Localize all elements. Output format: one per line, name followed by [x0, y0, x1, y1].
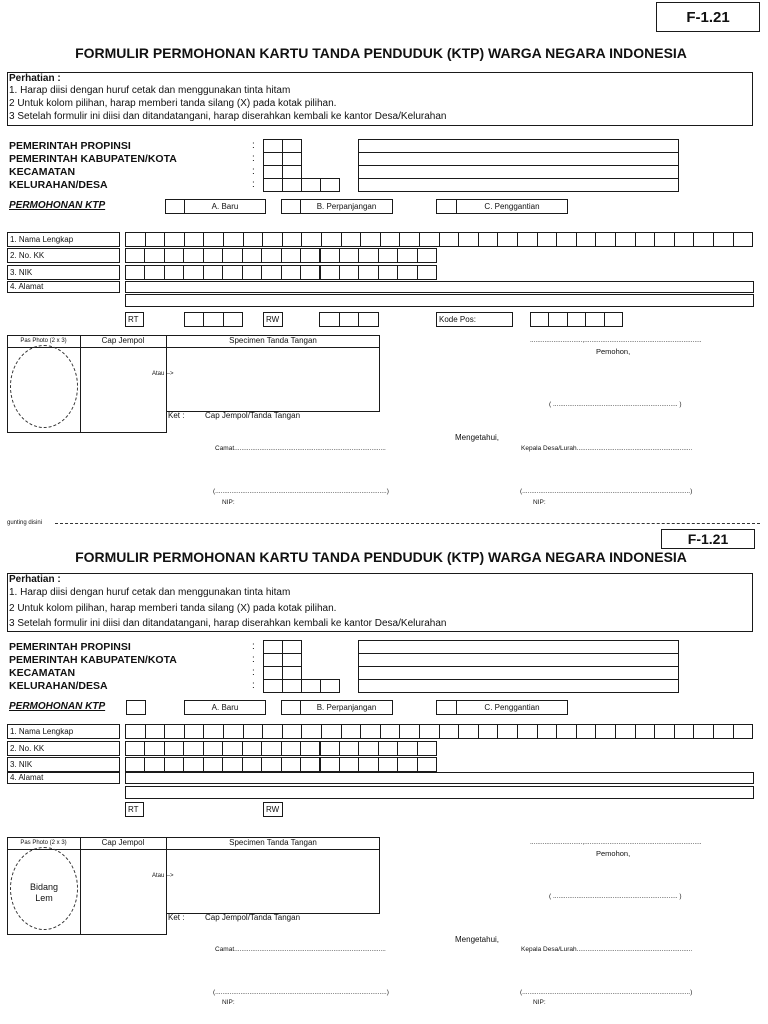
application-baru-label: A. Baru	[184, 199, 266, 214]
region-code-cell[interactable]	[320, 679, 340, 693]
name-char-cell[interactable]	[184, 724, 205, 739]
village-head-line: Kepala Desa/Lurah................................................................	[521, 445, 693, 452]
region-code-cell[interactable]	[301, 178, 321, 192]
nik-digit-cell[interactable]	[300, 265, 320, 280]
name-char-cell[interactable]	[341, 724, 362, 739]
rt-digit-cell[interactable]	[223, 312, 243, 327]
name-char-cell[interactable]	[439, 232, 460, 247]
name-char-cell[interactable]	[576, 232, 597, 247]
name-char-cell[interactable]	[733, 232, 754, 247]
region-name-field[interactable]	[358, 640, 679, 654]
region-code-cell[interactable]	[282, 178, 302, 192]
postal-code-cell[interactable]	[548, 312, 567, 327]
nik-digit-cell[interactable]	[125, 757, 145, 772]
form-title: FORMULIR PERMOHONAN KARTU TANDA PENDUDUK (KTP) WARGA NEGARA INDONESIA	[75, 549, 687, 565]
address-line-2[interactable]	[125, 786, 754, 799]
name-char-cell[interactable]	[537, 724, 558, 739]
signature-label: Specimen Tanda Tangan	[229, 838, 317, 847]
name-char-cell[interactable]	[517, 724, 538, 739]
rt-label: RT	[125, 802, 144, 817]
rw-digit-cell[interactable]	[339, 312, 360, 327]
or-arrow-note: Atau -->	[152, 371, 174, 377]
notice-item: 2 Untuk kolom pilihan, harap memberi tanda silang (X) pada kotak pilihan.	[9, 603, 337, 614]
address-line-1[interactable]	[125, 281, 754, 293]
kk-digit-cell[interactable]	[300, 741, 320, 756]
name-char-cell[interactable]	[537, 232, 558, 247]
name-char-cell[interactable]	[262, 724, 283, 739]
name-char-cell[interactable]	[478, 232, 499, 247]
name-char-cell[interactable]	[654, 232, 675, 247]
region-code-cell[interactable]	[282, 653, 302, 667]
nik-digit-cell[interactable]	[358, 757, 378, 772]
name-char-cell[interactable]	[125, 724, 146, 739]
name-char-cell[interactable]	[360, 232, 381, 247]
name-char-cell[interactable]	[458, 232, 479, 247]
postal-code-cell[interactable]	[585, 312, 604, 327]
nik-digit-cell[interactable]	[261, 265, 281, 280]
name-char-cell[interactable]	[733, 724, 754, 739]
name-char-cell[interactable]	[576, 724, 597, 739]
region-code-cell[interactable]	[263, 165, 283, 179]
nik-digit-cell[interactable]	[320, 757, 340, 772]
region-label: KELURAHAN/DESA	[9, 680, 108, 692]
name-char-cell[interactable]	[145, 232, 166, 247]
camat-nip: NIP:	[222, 499, 235, 506]
kk-digit-cell[interactable]	[417, 248, 437, 263]
region-code-cell[interactable]	[282, 152, 302, 166]
rw-label: RW	[263, 802, 283, 817]
photo-glue-area	[10, 345, 78, 428]
name-char-cell[interactable]	[164, 724, 185, 739]
application-baru-checkbox[interactable]	[165, 199, 185, 214]
camat-nip: NIP:	[222, 999, 235, 1006]
form-title: FORMULIR PERMOHONAN KARTU TANDA PENDUDUK (KTP) WARGA NEGARA INDONESIA	[75, 45, 687, 61]
name-char-cell[interactable]	[184, 232, 205, 247]
region-name-field[interactable]	[358, 666, 679, 680]
region-code-cell[interactable]	[263, 152, 283, 166]
region-label: PEMERINTAH PROPINSI	[9, 140, 131, 152]
kk-digit-cell[interactable]	[417, 741, 437, 756]
cut-line	[0, 516, 768, 527]
rt-label: RT	[125, 312, 144, 327]
region-colon: :	[252, 667, 255, 678]
photo-divider	[80, 335, 81, 433]
village-head-line: Kepala Desa/Lurah................................................................	[521, 946, 693, 953]
kk-digit-cell[interactable]	[203, 248, 223, 263]
name-char-cell[interactable]	[595, 232, 616, 247]
glue-area-text: Bidang	[29, 882, 59, 892]
signature-label: Specimen Tanda Tangan	[229, 336, 317, 345]
name-char-cell[interactable]	[282, 724, 303, 739]
village-head-name-line: (.............................................................................................)	[520, 989, 693, 996]
nik-digit-cell[interactable]	[222, 265, 242, 280]
notice-item: 1. Harap diisi dengan huruf cetak dan menggunakan tinta hitam	[9, 587, 291, 598]
nik-digit-cell[interactable]	[378, 265, 398, 280]
kk-digit-cell[interactable]	[397, 248, 417, 263]
field-label-address: 4. Alamat	[7, 281, 120, 293]
region-code-cell[interactable]	[301, 679, 321, 693]
thumbprint-label: Cap Jempol	[101, 838, 145, 847]
name-char-cell[interactable]	[713, 232, 734, 247]
nik-digit-cell[interactable]	[164, 757, 184, 772]
name-char-cell[interactable]	[674, 232, 695, 247]
kk-digit-cell[interactable]	[164, 248, 184, 263]
region-label: PEMERINTAH KABUPATEN/KOTA	[9, 654, 177, 666]
camat-line: Camat....................................................................................	[215, 946, 386, 953]
nik-digit-cell[interactable]	[144, 757, 164, 772]
rt-digit-cell[interactable]	[203, 312, 223, 327]
name-char-cell[interactable]	[556, 232, 577, 247]
field-label-nik: 3. NIK	[7, 757, 120, 772]
header-divider	[7, 849, 380, 850]
place-date-line: .............................,.................................................................	[530, 839, 702, 846]
nik-digit-cell[interactable]	[125, 265, 145, 280]
kk-digit-cell[interactable]	[125, 741, 145, 756]
name-char-cell[interactable]	[497, 724, 518, 739]
rt-digit-cell[interactable]	[184, 312, 204, 327]
village-head-nip: NIP:	[533, 499, 546, 506]
ket-label: Ket :	[168, 913, 185, 922]
nik-digit-cell[interactable]	[339, 757, 359, 772]
name-char-cell[interactable]	[125, 232, 146, 247]
name-char-cell[interactable]	[301, 724, 322, 739]
village-head-name-line: (.............................................................................................)	[520, 488, 693, 495]
name-char-cell[interactable]	[145, 724, 166, 739]
name-char-cell[interactable]	[321, 724, 342, 739]
region-colon: :	[252, 166, 255, 177]
kk-digit-cell[interactable]	[222, 741, 242, 756]
region-code-cell[interactable]	[263, 139, 283, 153]
notice-item: 1. Harap diisi dengan huruf cetak dan menggunakan tinta hitam	[9, 85, 291, 96]
nik-digit-cell[interactable]	[261, 757, 281, 772]
kk-digit-cell[interactable]	[358, 248, 378, 263]
region-code-cell[interactable]	[282, 666, 302, 680]
name-char-cell[interactable]	[556, 724, 577, 739]
name-char-cell[interactable]	[635, 724, 656, 739]
form-code-box: F-1.21	[656, 2, 760, 32]
region-code-cell[interactable]	[263, 666, 283, 680]
nik-digit-cell[interactable]	[144, 265, 164, 280]
region-code-cell[interactable]	[282, 165, 302, 179]
region-code-cell[interactable]	[263, 653, 283, 667]
name-char-cell[interactable]	[321, 232, 342, 247]
nik-digit-cell[interactable]	[417, 265, 437, 280]
village-head-nip: NIP:	[533, 999, 546, 1006]
or-arrow-note: Atau -->	[152, 873, 174, 879]
application-penggantian-checkbox[interactable]	[436, 199, 457, 214]
ket-value: Cap Jempol/Tanda Tangan	[205, 913, 301, 922]
name-char-cell[interactable]	[615, 724, 636, 739]
name-char-cell[interactable]	[223, 724, 244, 739]
photo-divider	[80, 837, 81, 935]
name-char-cell[interactable]	[693, 232, 714, 247]
name-char-cell[interactable]	[399, 232, 420, 247]
acknowledged-caption: Mengetahui,	[455, 433, 500, 442]
kk-digit-cell[interactable]	[183, 248, 203, 263]
name-char-cell[interactable]	[517, 232, 538, 247]
kk-digit-cell[interactable]	[378, 248, 398, 263]
nik-digit-cell[interactable]	[358, 265, 378, 280]
application-penggantian-label: C. Penggantian	[456, 700, 568, 715]
application-perpanjangan-label: B. Perpanjangan	[300, 199, 393, 214]
name-char-cell[interactable]	[635, 232, 656, 247]
name-char-cell[interactable]	[243, 724, 264, 739]
photo-label: Pas Photo (2 x 3)	[20, 840, 67, 846]
name-char-cell[interactable]	[164, 232, 185, 247]
region-colon: :	[252, 153, 255, 164]
kk-digit-cell[interactable]	[378, 741, 398, 756]
region-name-field[interactable]	[358, 653, 679, 667]
region-label: PEMERINTAH KABUPATEN/KOTA	[9, 153, 177, 165]
region-code-cell[interactable]	[263, 679, 283, 693]
name-char-cell[interactable]	[282, 232, 303, 247]
region-name-field[interactable]	[358, 152, 679, 166]
nik-digit-cell[interactable]	[320, 265, 340, 280]
region-code-cell[interactable]	[263, 178, 283, 192]
acknowledged-caption: Mengetahui,	[455, 935, 500, 944]
notice-item: 2 Untuk kolom pilihan, harap memberi tanda silang (X) pada kotak pilihan.	[9, 98, 337, 109]
postal-code-cell[interactable]	[530, 312, 549, 327]
kk-digit-cell[interactable]	[281, 741, 301, 756]
kk-digit-cell[interactable]	[320, 248, 340, 263]
kk-digit-cell[interactable]	[144, 741, 164, 756]
camat-name-line: (...............................................................................................)	[213, 989, 389, 996]
kk-digit-cell[interactable]	[261, 741, 281, 756]
thumbprint-label: Cap Jempol	[101, 336, 145, 345]
name-char-cell[interactable]	[380, 724, 401, 739]
name-char-cell[interactable]	[478, 724, 499, 739]
name-char-cell[interactable]	[419, 232, 440, 247]
region-label: KECAMATAN	[9, 667, 76, 679]
ket-label: Ket :	[168, 411, 185, 420]
postal-code-label: Kode Pos:	[436, 312, 513, 327]
applicant-caption: Pemohon,	[596, 849, 631, 858]
region-code-cell[interactable]	[282, 139, 302, 153]
name-char-cell[interactable]	[262, 232, 283, 247]
region-name-field[interactable]	[358, 165, 679, 179]
notice-item: 3 Setelah formulir ini diisi dan ditandatangani, harap diserahkan kembali ke kantor Desa/Kelurahan	[9, 618, 447, 629]
cut-dashes	[55, 523, 760, 524]
application-baru-label: A. Baru	[184, 700, 266, 715]
kk-digit-cell[interactable]	[281, 248, 301, 263]
name-char-cell[interactable]	[615, 232, 636, 247]
kk-digit-cell[interactable]	[125, 248, 145, 263]
kk-digit-cell[interactable]	[339, 248, 359, 263]
application-penggantian-checkbox[interactable]	[436, 700, 457, 715]
region-code-cell[interactable]	[320, 178, 340, 192]
kk-digit-cell[interactable]	[203, 741, 223, 756]
ket-value: Cap Jempol/Tanda Tangan	[205, 411, 301, 420]
name-char-cell[interactable]	[713, 724, 734, 739]
applicant-name-line: ( ..................................................................... )	[549, 401, 682, 408]
kk-digit-cell[interactable]	[222, 248, 242, 263]
kk-digit-cell[interactable]	[339, 741, 359, 756]
nik-digit-cell[interactable]	[183, 757, 203, 772]
kk-digit-cell[interactable]	[183, 741, 203, 756]
name-char-cell[interactable]	[693, 724, 714, 739]
application-perpanjangan-checkbox[interactable]	[281, 199, 301, 214]
region-colon: :	[252, 680, 255, 691]
name-char-cell[interactable]	[458, 724, 479, 739]
nik-digit-cell[interactable]	[242, 265, 262, 280]
kk-digit-cell[interactable]	[300, 248, 320, 263]
name-char-cell[interactable]	[399, 724, 420, 739]
region-code-cell[interactable]	[282, 679, 302, 693]
nik-digit-cell[interactable]	[417, 757, 437, 772]
rw-digit-cell[interactable]	[358, 312, 379, 327]
name-char-cell[interactable]	[341, 232, 362, 247]
name-char-cell[interactable]	[595, 724, 616, 739]
kk-digit-cell[interactable]	[242, 741, 262, 756]
name-char-cell[interactable]	[439, 724, 460, 739]
field-label-kk: 2. No. KK	[7, 248, 120, 263]
rw-label: RW	[263, 312, 283, 327]
kk-digit-cell[interactable]	[242, 248, 262, 263]
header-divider	[7, 347, 380, 348]
region-colon: :	[252, 654, 255, 665]
address-line-1[interactable]	[125, 772, 754, 784]
name-char-cell[interactable]	[419, 724, 440, 739]
region-colon: :	[252, 140, 255, 151]
nik-digit-cell[interactable]	[203, 757, 223, 772]
nik-digit-cell[interactable]	[281, 757, 301, 772]
place-date-line: .............................,.................................................................	[530, 337, 702, 344]
field-label-name: 1. Nama Lengkap	[7, 232, 120, 247]
region-code-cell[interactable]	[263, 640, 283, 654]
nik-digit-cell[interactable]	[203, 265, 223, 280]
application-perpanjangan-label: B. Perpanjangan	[300, 700, 393, 715]
photo-label: Pas Photo (2 x 3)	[20, 338, 67, 344]
name-char-cell[interactable]	[360, 724, 381, 739]
field-label-nik: 3. NIK	[7, 265, 120, 280]
rw-digit-cell[interactable]	[319, 312, 340, 327]
nik-digit-cell[interactable]	[281, 265, 301, 280]
region-name-field[interactable]	[358, 139, 679, 153]
camat-line: Camat....................................................................................	[215, 445, 386, 452]
applicant-name-line: ( ..................................................................... )	[549, 893, 682, 900]
application-perpanjangan-checkbox[interactable]	[281, 700, 301, 715]
application-label: PERMOHONAN KTP	[9, 701, 106, 712]
camat-name-line: (...............................................................................................)	[213, 488, 389, 495]
region-label: KELURAHAN/DESA	[9, 179, 108, 191]
name-char-cell[interactable]	[301, 232, 322, 247]
field-label-name: 1. Nama Lengkap	[7, 724, 120, 739]
application-penggantian-label: C. Penggantian	[456, 199, 568, 214]
postal-code-cell[interactable]	[604, 312, 623, 327]
kk-digit-cell[interactable]	[397, 741, 417, 756]
nik-digit-cell[interactable]	[397, 265, 417, 280]
name-char-cell[interactable]	[497, 232, 518, 247]
kk-digit-cell[interactable]	[164, 741, 184, 756]
nik-digit-cell[interactable]	[378, 757, 398, 772]
postal-code-cell[interactable]	[567, 312, 586, 327]
kk-digit-cell[interactable]	[358, 741, 378, 756]
nik-digit-cell[interactable]	[300, 757, 320, 772]
name-char-cell[interactable]	[243, 232, 264, 247]
notice-item: 3 Setelah formulir ini diisi dan ditandatangani, harap diserahkan kembali ke kantor Desa/Kelurahan	[9, 111, 447, 122]
name-char-cell[interactable]	[674, 724, 695, 739]
application-baru-checkbox[interactable]	[126, 700, 146, 715]
glue-area-text: Lem	[35, 893, 53, 903]
nik-digit-cell[interactable]	[164, 265, 184, 280]
application-label: PERMOHONAN KTP	[9, 200, 106, 211]
kk-digit-cell[interactable]	[144, 248, 164, 263]
ktp-form-2	[0, 527, 768, 1024]
cut-label: gunting disini	[7, 520, 43, 526]
form-code-box: F-1.21	[661, 529, 755, 549]
nik-digit-cell[interactable]	[339, 265, 359, 280]
nik-digit-cell[interactable]	[183, 265, 203, 280]
region-label: KECAMATAN	[9, 166, 76, 178]
name-char-cell[interactable]	[203, 232, 224, 247]
kk-digit-cell[interactable]	[261, 248, 281, 263]
region-name-field[interactable]	[358, 178, 679, 192]
address-line-2[interactable]	[125, 294, 754, 307]
region-colon: :	[252, 179, 255, 190]
notice-heading: Perhatian :	[9, 73, 61, 84]
name-char-cell[interactable]	[380, 232, 401, 247]
name-char-cell[interactable]	[203, 724, 224, 739]
field-label-kk: 2. No. KK	[7, 741, 120, 756]
applicant-caption: Pemohon,	[596, 347, 631, 356]
region-colon: :	[252, 641, 255, 652]
nik-digit-cell[interactable]	[222, 757, 242, 772]
region-name-field[interactable]	[358, 679, 679, 693]
notice-heading: Perhatian :	[9, 574, 61, 585]
name-char-cell[interactable]	[223, 232, 244, 247]
kk-digit-cell[interactable]	[320, 741, 340, 756]
region-code-cell[interactable]	[282, 640, 302, 654]
name-char-cell[interactable]	[654, 724, 675, 739]
region-label: PEMERINTAH PROPINSI	[9, 641, 131, 653]
nik-digit-cell[interactable]	[242, 757, 262, 772]
nik-digit-cell[interactable]	[397, 757, 417, 772]
field-label-address: 4. Alamat	[7, 772, 120, 784]
